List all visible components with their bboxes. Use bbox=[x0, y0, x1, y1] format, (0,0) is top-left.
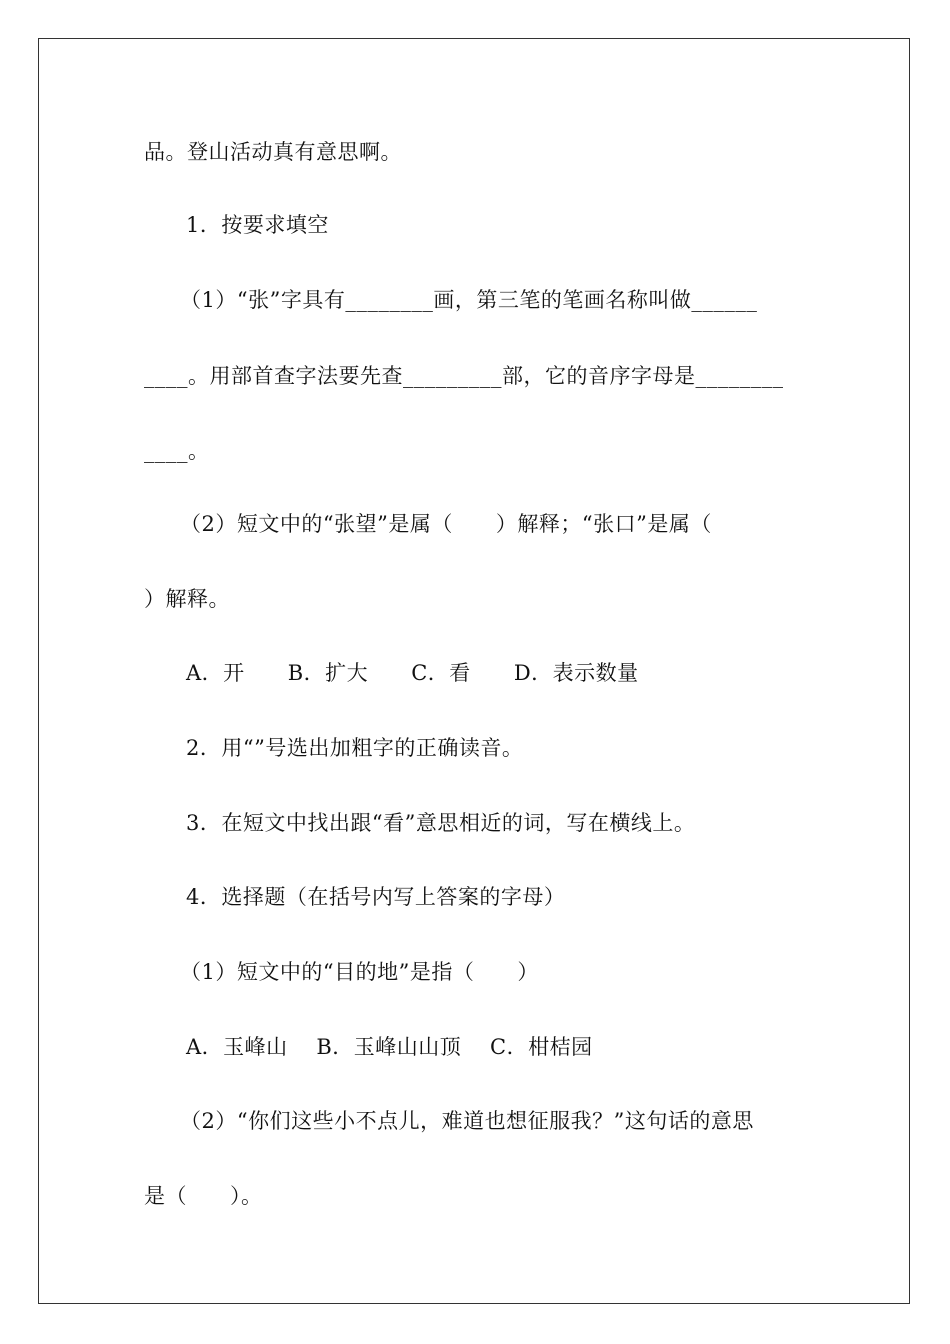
question-4-part-2-line-1: （2）“你们这些小不点儿，难道也想征服我？”这句话的意思 bbox=[180, 1109, 754, 1133]
question-1-options: A．开 B．扩大 C．看 D．表示数量 bbox=[186, 661, 639, 685]
question-1-part-2-line-1: （2）短文中的“张望”是属（ ）解释；“张口”是属（ bbox=[180, 512, 712, 536]
question-1-part-2-line-2: ）解释。 bbox=[144, 587, 230, 611]
question-4-part-2-line-2: 是（ ）。 bbox=[144, 1184, 263, 1208]
text-line-continuation: 品。登山活动真有意思啊。 bbox=[144, 140, 402, 164]
question-3: 3．在短文中找出跟“看”意思相近的词，写在横线上。 bbox=[186, 811, 696, 835]
question-2: 2．用“”号选出加粗字的正确读音。 bbox=[186, 736, 524, 760]
question-1-part-1-line-1: （1）“张”字具有________画，第三笔的笔画名称叫做______ bbox=[180, 288, 758, 312]
question-4-part-1-options: A．玉峰山 B．玉峰山山顶 C．柑桔园 bbox=[186, 1035, 593, 1059]
question-1-heading: 1．按要求填空 bbox=[186, 213, 329, 237]
question-1-part-1-line-2: ____。用部首查字法要先查_________部，它的音序字母是________ bbox=[144, 364, 784, 388]
question-4-heading: 4．选择题（在括号内写上答案的字母） bbox=[186, 885, 566, 909]
question-4-part-1: （1）短文中的“目的地”是指（ ） bbox=[180, 960, 539, 984]
question-1-part-1-line-3: ____。 bbox=[144, 439, 210, 463]
